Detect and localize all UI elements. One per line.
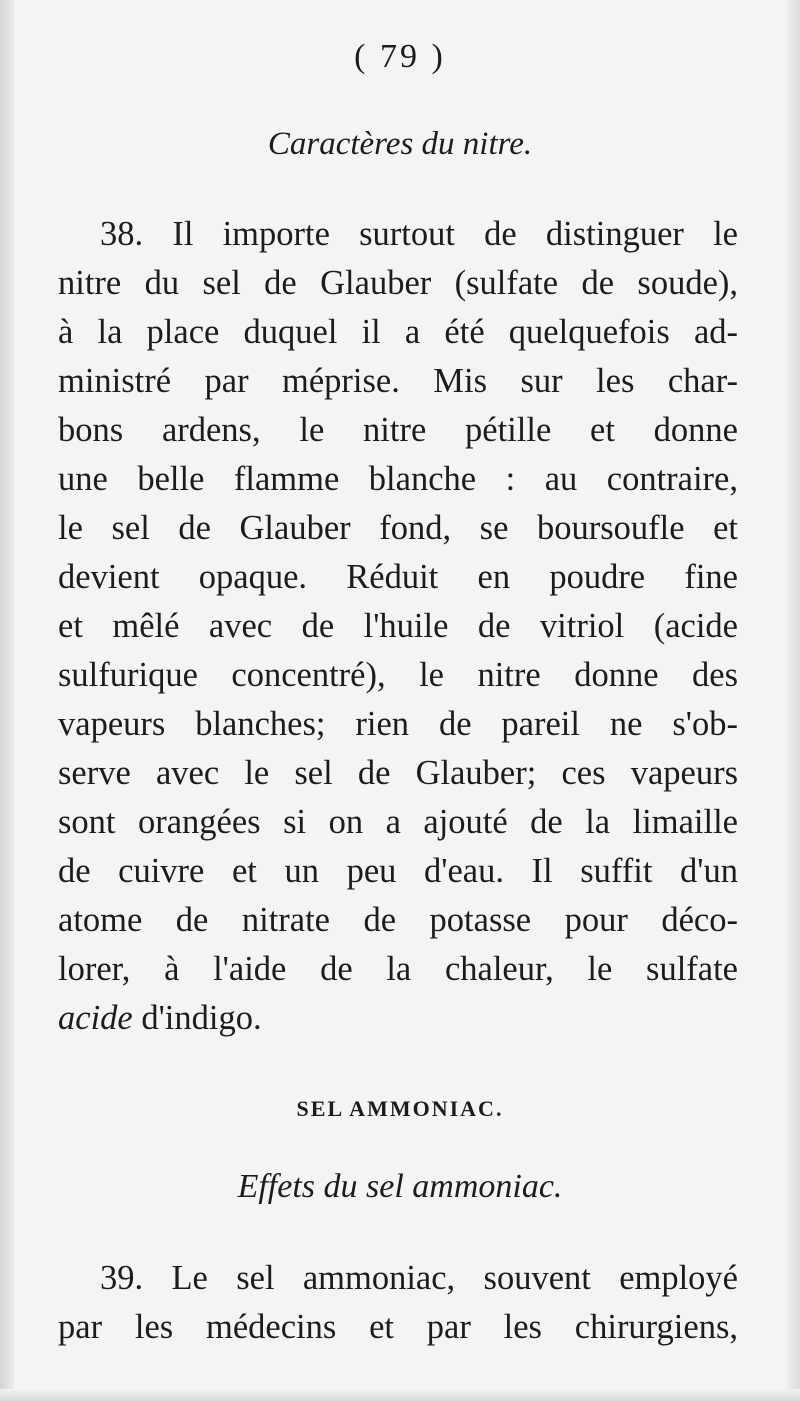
text-line: nitre du sel de Glauber (sulfate de soude), [58, 264, 738, 302]
text-line: sont orangées si on a ajouté de la limaille [58, 803, 738, 841]
italic-word: acide [58, 999, 133, 1037]
text-fragment: d'indigo. [132, 999, 262, 1037]
text-line: et mêlé avec de l'huile de vitriol (acide [58, 607, 738, 645]
text-line: de cuivre et un peu d'eau. Il suffit d'un [58, 852, 738, 890]
text-line: le sel de Glauber fond, se boursoufle et [58, 509, 738, 547]
text-line: lorer, à l'aide de la chaleur, le sulfate [58, 950, 738, 988]
text-line: 38. Il importe surtout de distinguer le [100, 215, 738, 253]
text-line: sulfurique concentré), le nitre donne des [58, 656, 738, 694]
paragraph-38 [58, 210, 738, 1043]
page-edge-bottom [0, 1389, 800, 1401]
text-line: une belle flamme blanche : au contraire, [58, 460, 738, 498]
chapter-heading: SEL AMMONIAC. [296, 1096, 504, 1121]
text-line: vapeurs blanches; rien de pareil ne s'ob- [58, 705, 738, 743]
section-subheading: Effets du sel ammoniac. [237, 1168, 563, 1205]
text-line: devient opaque. Réduit en poudre fine [58, 558, 738, 596]
text-line-last [58, 994, 738, 1043]
section-title: Caractères du nitre. [267, 126, 533, 162]
text-line: atome de nitrate de potasse pour déco- [58, 901, 738, 939]
paragraph-39 [58, 1254, 738, 1352]
text-line: ministré par méprise. Mis sur les char- [58, 362, 738, 400]
text-line: par les médecins et par les chirurgiens, [58, 1308, 738, 1346]
text-line: serve avec le sel de Glauber; ces vapeurs [58, 754, 738, 792]
text-line: 39. Le sel ammoniac, souvent employé [100, 1259, 738, 1297]
text-line: bons ardens, le nitre pétille et donne [58, 411, 738, 449]
text-line: à la place duquel il a été quelquefois ad- [58, 313, 738, 351]
page-number: ( 79 ) [354, 38, 446, 75]
